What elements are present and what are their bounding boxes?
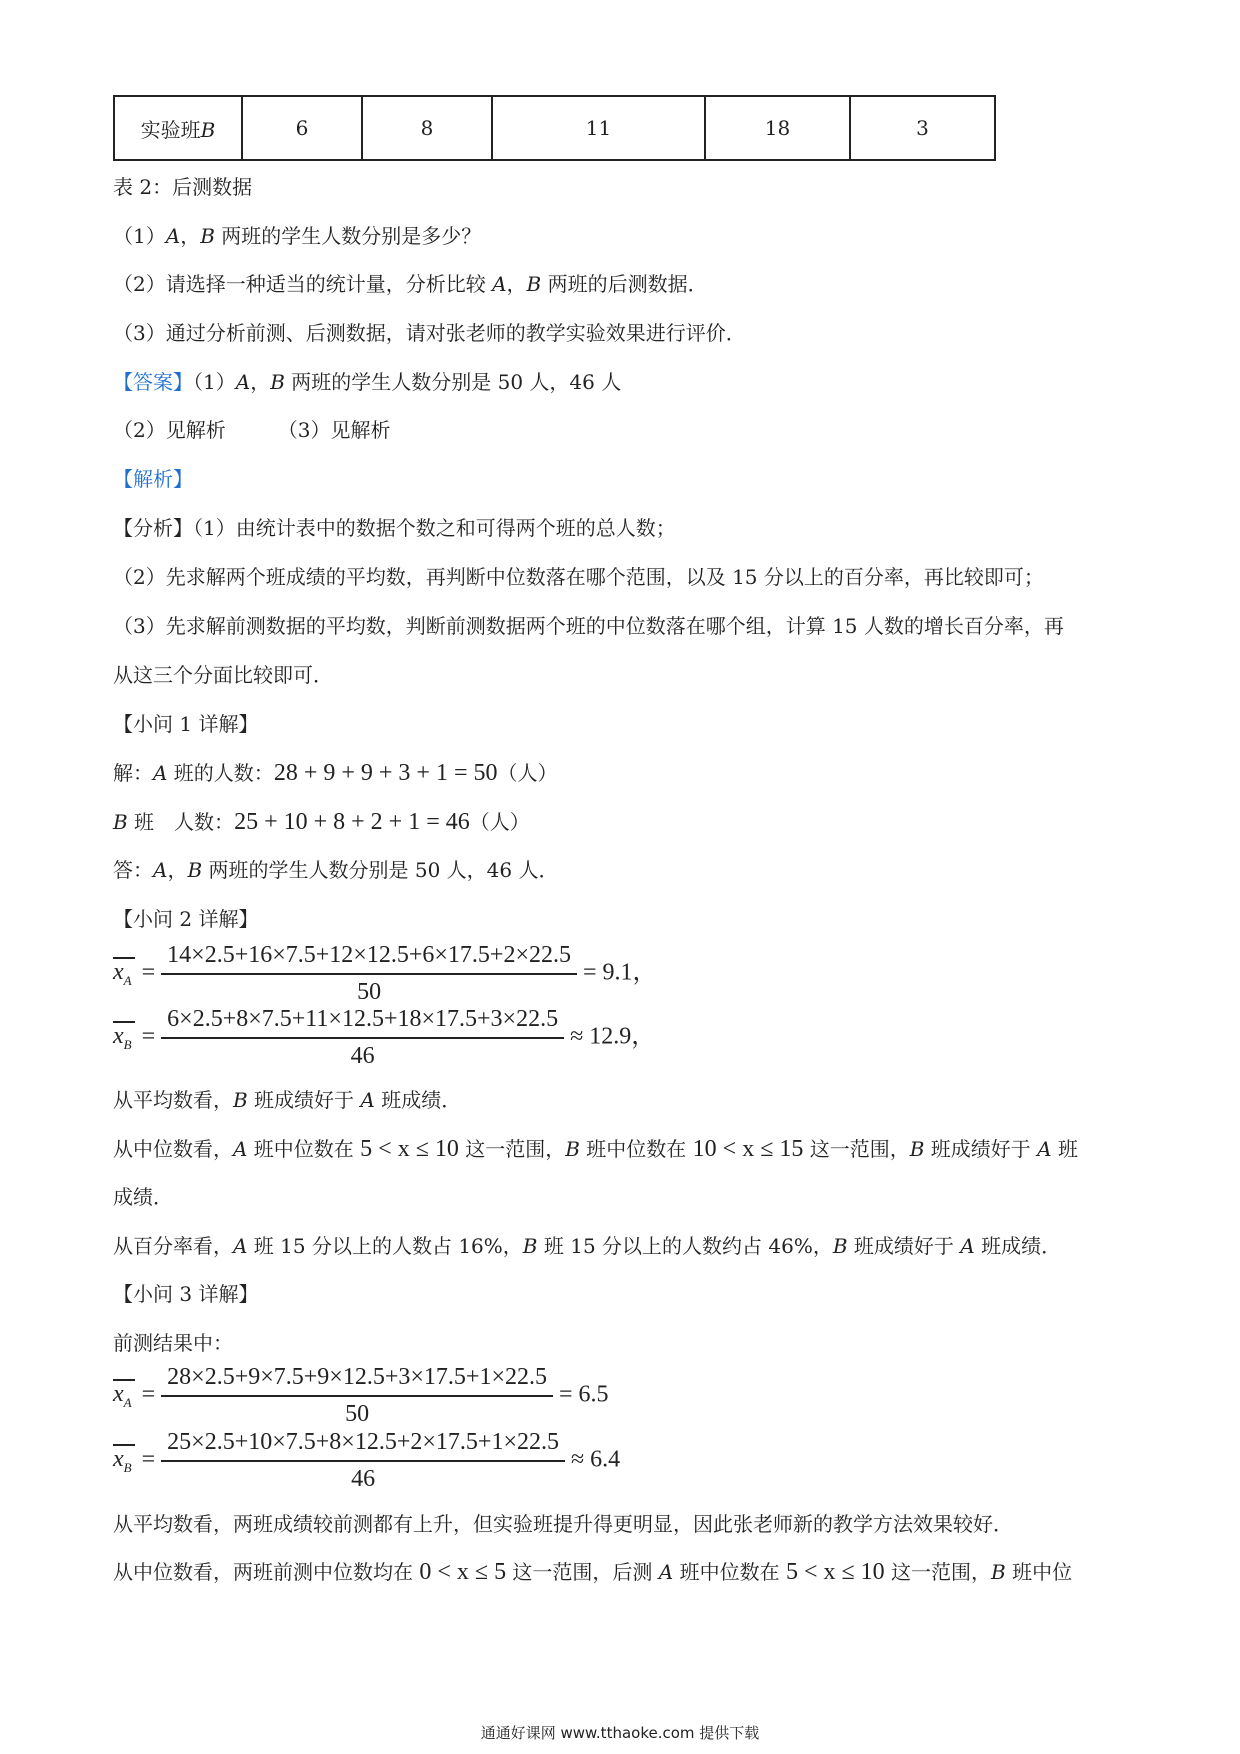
analysis-line: （2）先求解两个班成绩的平均数，再判断中位数落在哪个范围，以及 15 分以上的百分率，再比较即可； xyxy=(113,565,1044,589)
page-footer: 通通好课网 www.tthaoke.com 提供下载 xyxy=(480,1724,760,1742)
formula-mean-b: $x_B$ = $\frac{6\times 2.5+8\times 7.5+11\times 12.5+18\times 17.5+3\times 22.5}{46}$ ≈ 12.9， xyxy=(113,1006,656,1069)
question-1: （1）A，B 两班的学生人数分别是多少？ xyxy=(113,224,482,248)
fraction: $\frac{6\times 2.5+8\times 7.5+11\times 12.5+18\times 17.5+3\times 22.5}{46}$ xyxy=(161,1006,564,1070)
answer-line-2: （2）见解析 （3）见解析 xyxy=(113,418,391,442)
table-caption: 表 2：后测数据 xyxy=(113,175,253,199)
answer-line-1: 【答案】（1）A，B 两班的学生人数分别是 50 人，46 人 xyxy=(113,370,622,394)
part2-title: 【小问 2 详解】 xyxy=(113,907,259,931)
formula-mean-a: $x_A$ = $\frac{14\times 2.5+16\times 7.5+12\times 12.5+6\times 17.5+2\times 22.5}{50}$ = 9.1， xyxy=(113,942,657,1005)
data-table xyxy=(113,95,996,161)
part1-line-2: B 班 人数：25 + 10 + 8 + 2 + 1 = 46（人） xyxy=(113,809,530,835)
part3-title: 【小问 3 详解】 xyxy=(113,1282,259,1306)
xbar-symbol: $x_B$ xyxy=(113,1023,132,1053)
part3-intro: 前测结果中： xyxy=(113,1331,233,1355)
part1-line-1: 解：A 班的人数：28 + 9 + 9 + 3 + 1 = 50（人） xyxy=(113,760,558,786)
fraction: $\frac{14\times 2.5+16\times 7.5+12\times 12.5+6\times 17.5+2\times 22.5}{50}$ xyxy=(161,942,577,1006)
xbar-symbol: $x_A$ xyxy=(113,959,132,989)
part2-median-compare-cont: 成绩． xyxy=(113,1185,173,1209)
table-cell: 3 xyxy=(850,96,995,160)
table-cell: 11 xyxy=(492,96,705,160)
xbar-symbol: $x_B$ xyxy=(113,1446,132,1476)
table-row xyxy=(114,96,995,160)
part1-line-3: 答：A，B 两班的学生人数分别是 50 人，46 人． xyxy=(113,858,559,882)
fraction: $\frac{25\times 2.5+10\times 7.5+8\times 12.5+2\times 17.5+1\times 22.5}{46}$ xyxy=(161,1429,565,1493)
answer-tag: 【答案】 xyxy=(113,370,193,394)
analysis-tag: 【解析】 xyxy=(113,467,193,491)
fraction: $\frac{28\times 2.5+9\times 7.5+9\times 12.5+3\times 17.5+1\times 22.5}{50}$ xyxy=(161,1364,553,1428)
part3-mean-compare: 从平均数看，两班成绩较前测都有上升，但实验班提升得更明显，因此张老师新的教学方法效果较好． xyxy=(113,1512,1013,1536)
table-cell: 6 xyxy=(242,96,362,160)
question-2: （2）请选择一种适当的统计量，分析比较 A，B 两班的后测数据． xyxy=(113,272,708,296)
table-cell: 8 xyxy=(362,96,492,160)
part2-median-compare: 从中位数看，A 班中位数在 5 < x ≤ 10 这一范围，B 班中位数在 10 < x ≤ 15 这一范围，B 班成绩好于 A 班 xyxy=(113,1136,1078,1162)
table-cell: 18 xyxy=(705,96,850,160)
part2-mean-compare: 从平均数看，B 班成绩好于 A 班成绩． xyxy=(113,1088,462,1112)
formula-pre-mean-b: $x_B$ = $\frac{25\times 2.5+10\times 7.5+8\times 12.5+2\times 17.5+1\times 22.5}{46}$ ≈ 6.4 xyxy=(113,1429,621,1492)
analysis-line: （3）先求解前测数据的平均数，判断前测数据两个班的中位数落在哪个组，计算 15 人数的增长百分率，再 xyxy=(113,614,1064,638)
analysis-line: 从这三个分面比较即可． xyxy=(113,663,333,687)
xbar-symbol: $x_A$ xyxy=(113,1381,132,1411)
formula-pre-mean-a: $x_A$ = $\frac{28\times 2.5+9\times 7.5+9\times 12.5+3\times 17.5+1\times 22.5}{50}$ = 6.5 xyxy=(113,1364,609,1427)
question-3: （3）通过分析前测、后测数据，请对张老师的教学实验效果进行评价． xyxy=(113,321,746,345)
table-cell-label: 实验班B xyxy=(114,96,242,160)
part1-title: 【小问 1 详解】 xyxy=(113,712,259,736)
part2-percent-compare: 从百分率看，A 班 15 分以上的人数占 16%，B 班 15 分以上的人数约占 46%，B 班成绩好于 A 班成绩． xyxy=(113,1234,1062,1258)
analysis-line: 【分析】（1）由统计表中的数据个数之和可得两个班的总人数； xyxy=(113,516,676,540)
part3-median-compare: 从中位数看，两班前测中位数均在 0 < x ≤ 5 这一范围，后测 A 班中位数在 5 < x ≤ 10 这一范围，B 班中位 xyxy=(113,1559,1073,1585)
